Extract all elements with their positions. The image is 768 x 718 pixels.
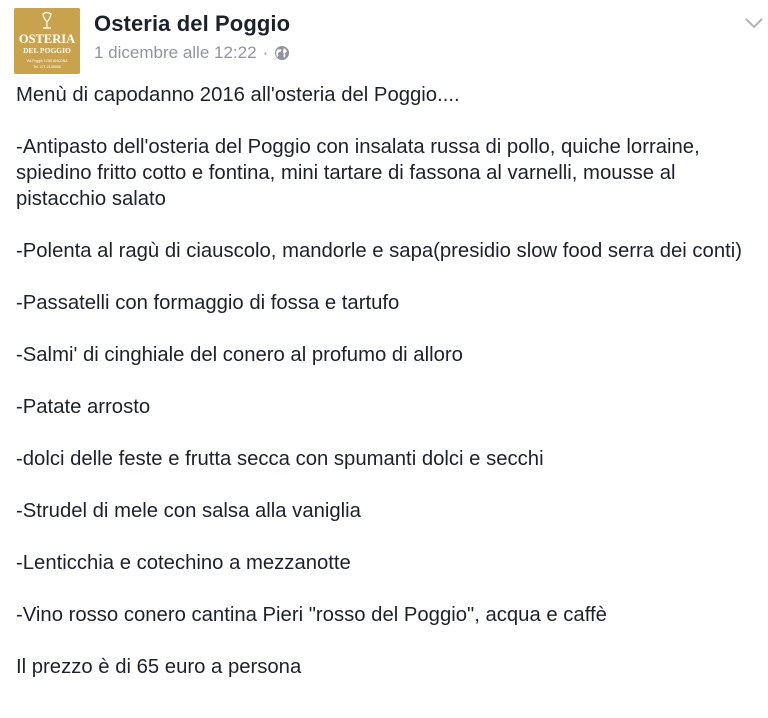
logo-text-del-poggio: DEL POGGIO [23, 46, 71, 55]
page-avatar[interactable] [14, 8, 80, 74]
post-paragraph: -Patate arrosto [16, 396, 151, 418]
osteria-logo [14, 8, 80, 74]
logo-small-phone: Tel. 071 2139908 [33, 65, 61, 69]
logo-text-osteria: OSTERIA [18, 32, 76, 46]
post-body [16, 82, 766, 706]
post-paragraph: -Passatelli con formaggio di fossa e tartufo [16, 292, 400, 314]
globe-icon[interactable] [274, 45, 290, 61]
post-paragraph: -Polenta al ragù di ciauscolo, mandorle e sapa(presidio slow food serra dei conti) [16, 240, 743, 262]
post-meta [94, 43, 290, 63]
post-paragraph: -Strudel di mele con salsa alla vaniglia [16, 500, 361, 522]
logo-small-address: Via Poggio 173/0 ANCONA [26, 59, 68, 63]
page-name-link[interactable]: Osteria del Poggio [94, 11, 291, 36]
post-paragraph: -dolci delle feste e frutta secca con spumanti dolci e secchi [16, 448, 544, 470]
post-timestamp[interactable]: 1 dicembre alle 12:22 [94, 43, 257, 62]
post-paragraph: -Antipasto dell'osteria del Poggio con insalata russa di pollo, quiche lorraine, spiedino fritto cotto e fontina, mini tartare di fassona al varnelli, mousse al pistacchio salato [16, 136, 700, 210]
post-header [0, 0, 768, 80]
post-paragraph: Il prezzo è di 65 euro a persona [16, 656, 302, 678]
meta-separator: · [262, 43, 269, 62]
post-paragraph: -Salmi' di cinghiale del conero al profumo di alloro [16, 344, 463, 366]
post-paragraph: -Vino rosso conero cantina Pieri "rosso del Poggio", acqua e caffè [16, 604, 607, 626]
chevron-down-icon[interactable] [744, 16, 764, 30]
post-paragraph: Menù di capodanno 2016 all'osteria del Poggio.... [16, 84, 460, 106]
post-paragraph: -Lenticchia e cotechino a mezzanotte [16, 552, 351, 574]
